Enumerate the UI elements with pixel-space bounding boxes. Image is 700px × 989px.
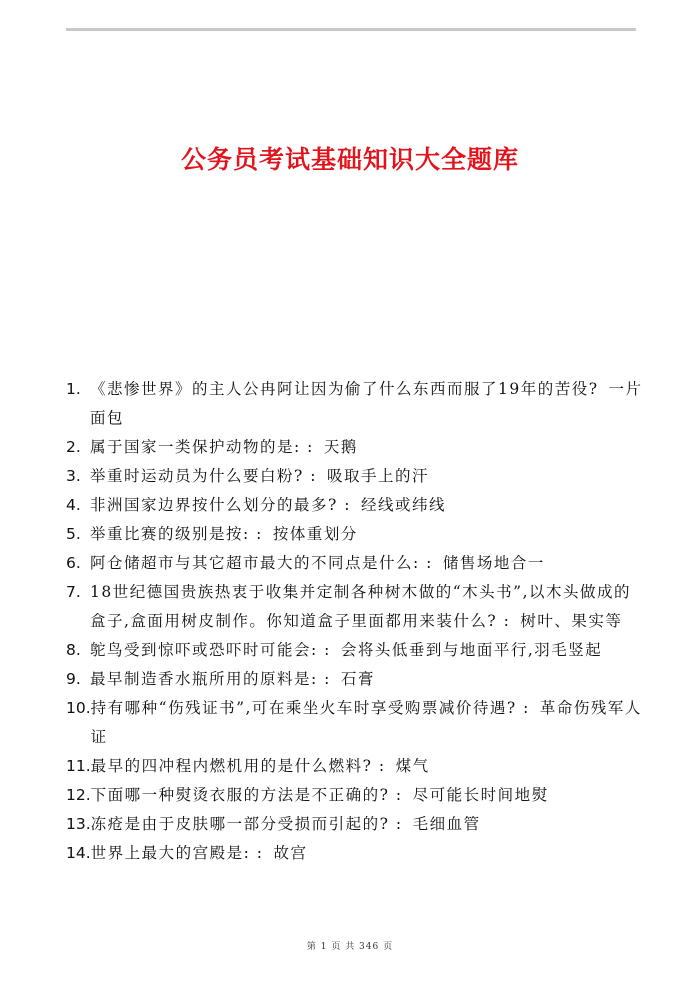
question-number: 1. (66, 380, 81, 398)
question-item (66, 433, 646, 462)
answer-text: 经线或纬线 (360, 496, 446, 514)
question-number: 6. (66, 554, 81, 572)
answer-text: 天鹅 (323, 438, 358, 456)
question-number: 3. (66, 467, 81, 485)
question-text: 下面哪一种熨烫衣服的方法是不正确的? : (90, 786, 403, 804)
answer-text: 会将头低垂到与地面平行,羽毛竖起 (340, 641, 603, 659)
question-item (66, 665, 646, 694)
question-text: 举重比赛的级别是按: : (90, 525, 263, 543)
question-body (91, 839, 646, 868)
question-body (90, 520, 646, 549)
answer-text: 树叶、果实等 (520, 612, 623, 630)
question-item (66, 839, 646, 868)
question-number: 4. (66, 496, 81, 514)
question-item (66, 636, 646, 665)
question-item (66, 694, 646, 752)
question-number: 7. (66, 583, 81, 601)
answer-text: 煤气 (395, 757, 430, 775)
document-title: 公务员考试基础知识大全题库 (180, 145, 519, 174)
answer-text: 一片面包 (90, 380, 643, 427)
question-item (66, 781, 646, 810)
question-text: 非洲国家边界按什么划分的最多? : (90, 496, 351, 514)
question-text: 18世纪德国贵族热衷于收集并定制各种树木做的“木头书”,以木头做成的盒子,盒面用树皮制作。你知道盒子里面都用来装什么? : (90, 583, 632, 630)
question-number: 5. (66, 525, 81, 543)
question-text: 世界上最大的宫殿是: : (90, 844, 264, 862)
question-item (66, 578, 646, 636)
question-text: 举重时运动员为什么要白粉? : (90, 467, 317, 485)
question-number: 8. (66, 641, 81, 659)
question-number: 10. (66, 699, 91, 717)
answer-text: 故宫 (273, 844, 308, 862)
question-body (90, 433, 646, 462)
answer-text: 储售场地合一 (442, 554, 545, 572)
question-body (91, 781, 646, 810)
question-text: 阿仓储超市与其它超市最大的不同点是什么: : (90, 554, 433, 572)
question-body (91, 694, 646, 752)
question-body (90, 375, 646, 433)
question-body (90, 578, 646, 636)
question-item (66, 375, 646, 433)
question-item (66, 752, 646, 781)
answer-text: 按体重划分 (272, 525, 358, 543)
question-text: 鸵鸟受到惊吓或恐吓时可能会: : (90, 641, 331, 659)
answer-text: 尽可能长时间地熨 (412, 786, 549, 804)
question-item (66, 549, 646, 578)
question-number: 11. (66, 757, 91, 775)
question-text: 最早制造香水瓶所用的原料是: : (90, 670, 331, 688)
question-body (90, 636, 646, 665)
question-text: 持有哪种“伤残证书”,可在乘坐火车时享受购票减价待遇? : (90, 699, 530, 717)
question-text: 《悲惨世界》的主人公冉阿让因为偷了什么东西而服了19年的苦役? (90, 380, 599, 398)
question-number: 9. (66, 670, 81, 688)
question-item (66, 810, 646, 839)
answer-text: 革命伤残军人证 (90, 699, 642, 746)
question-item (66, 491, 646, 520)
answer-text: 吸取手上的汗 (326, 467, 429, 485)
page-footer: 第 1 页 共 346 页 (306, 942, 394, 952)
question-list (66, 375, 646, 868)
question-item (66, 462, 646, 491)
question-text: 冻疮是由于皮肤哪一部分受损而引起的? : (90, 815, 403, 833)
question-body (90, 549, 646, 578)
question-body (91, 752, 646, 781)
answer-text: 石膏 (340, 670, 375, 688)
question-body (90, 665, 646, 694)
question-text: 最早的四冲程内燃机用的是什么燃料? : (90, 757, 386, 775)
question-number: 12. (66, 786, 91, 804)
question-number: 14. (66, 844, 91, 862)
header-rule (66, 28, 636, 31)
question-number: 2. (66, 438, 81, 456)
question-body (91, 810, 646, 839)
question-body (90, 462, 646, 491)
answer-text: 毛细血管 (412, 815, 481, 833)
question-body (90, 491, 646, 520)
question-item (66, 520, 646, 549)
question-number: 13. (66, 815, 91, 833)
question-text: 属于国家一类保护动物的是: : (90, 438, 314, 456)
